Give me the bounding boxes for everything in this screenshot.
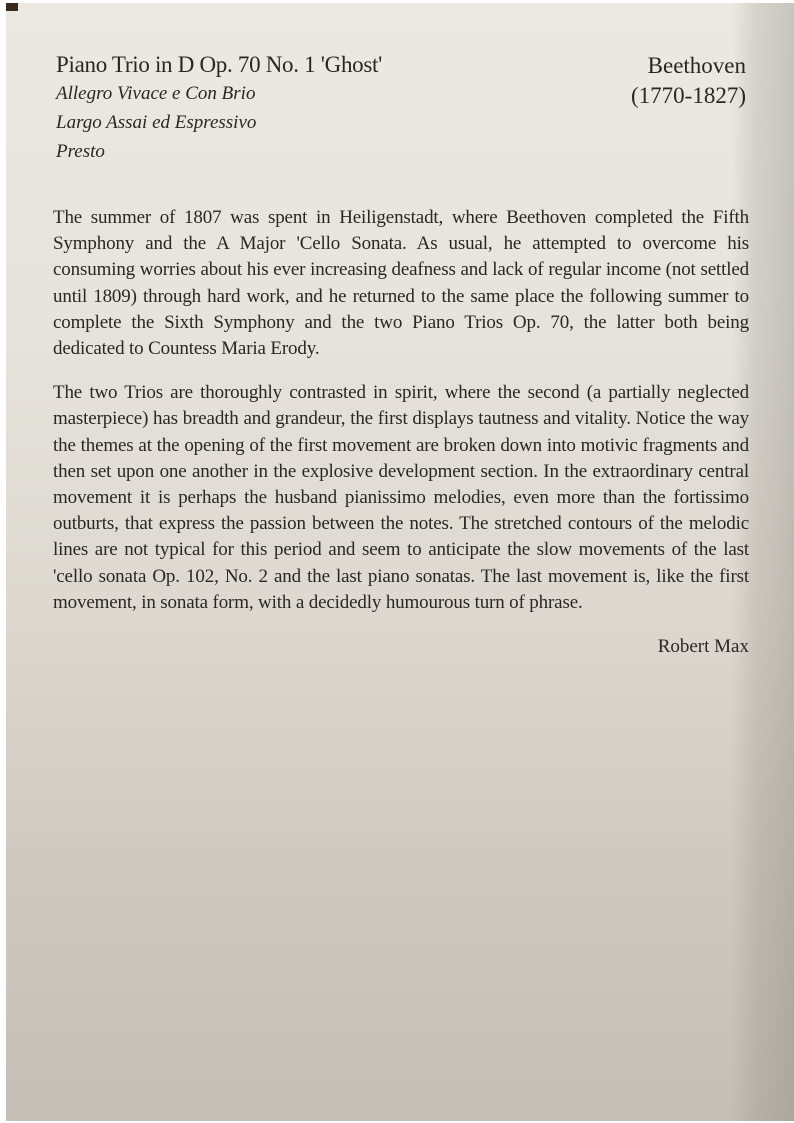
work-title: Piano Trio in D Op. 70 No. 1 'Ghost' [56,52,382,77]
author-signature: Robert Max [657,636,749,658]
composer-dates: (1770-1827) [631,83,746,108]
page-shadow [754,3,794,1121]
program-notes [53,205,749,660]
movement-3: Presto [56,141,105,162]
composer-name: Beethoven [647,53,746,78]
paragraph-2: The two Trios are thoroughly contrasted in spirit, where the second (a partially neglected masterpiece) has breadth and grandeur, the first displays tautness and vitality. Notice the way the themes at the opening of the first movement are broken down into motivic fragments and then set upon one another in the explosive development section. In the extraordinary central movement it is perhaps the husband pianissimo melodies, even more than the fortissimo outburts, that express the passion between the notes. The stretched contours of the melodic lines are not typical for this period and seem to anticipate the slow movements of the last 'cello sonata Op. 102, No. 2 and the last piano sonatas. The last movement is, like the first movement, in sonata form, with a decidedly humourous turn of phrase. [53,382,749,613]
paragraph-1: The summer of 1807 was spent in Heiligenstadt, where Beethoven completed the Fifth Symphony and the A Major 'Cello Sonata. As usual, he attempted to overcome his consuming worries about his ever increasing deafness and lack of regular income (not settled until 1809) through hard work, and he returned to the same place the following summer to complete the Sixth Symphony and the two Piano Trios Op. 70, the latter both being dedicated to Countess Maria Erody. [53,207,749,360]
composer-block [631,51,746,111]
page-corner [6,3,18,11]
movement-2: Largo Assai ed Espressivo [56,112,257,133]
piece-header [56,51,746,166]
program-page [6,3,794,1121]
movement-1: Allegro Vivace e Con Brio [56,83,256,104]
